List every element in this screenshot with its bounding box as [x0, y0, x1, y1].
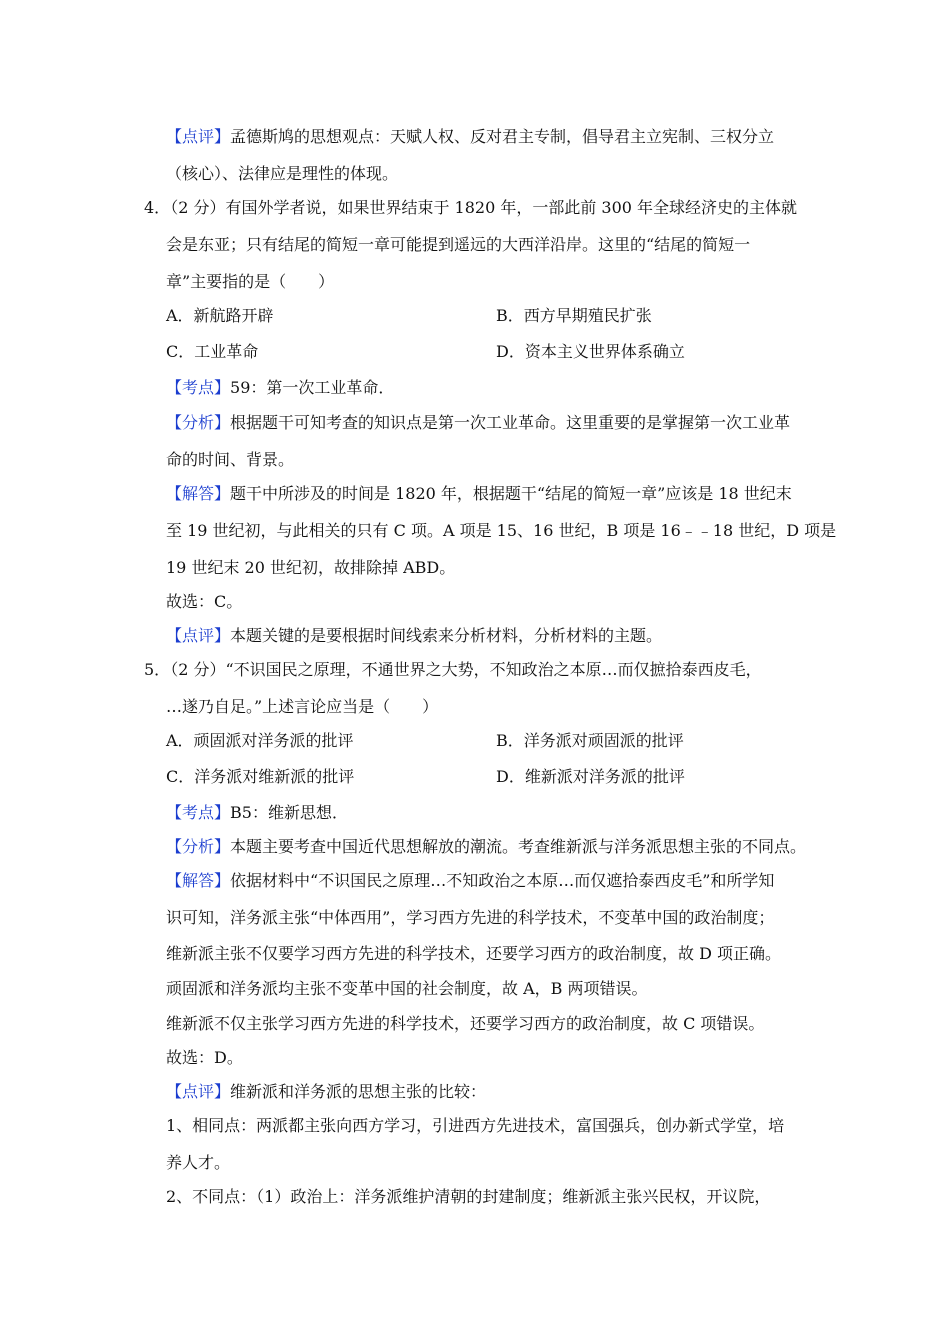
q4-fenxi: [166, 412, 790, 434]
q5-dianping: [166, 1081, 486, 1103]
prev-dianping-cont: [166, 163, 398, 185]
q5-jieda-cont1: 识可知，洋务派主张“中体西用”，学习西方先进的科学技术，不变革中国的政治制度；: [166, 908, 775, 927]
q4-kaodian: [166, 377, 394, 399]
jieda-tag: 【解答】: [166, 871, 231, 890]
q5-fenxi: [166, 836, 806, 858]
fenxi-tag: 【分析】: [166, 413, 231, 432]
q5-option-a: A．顽固派对洋务派的批评: [166, 731, 354, 750]
q4-option-c: C．工业革命: [166, 342, 259, 361]
q5-option-c: C．洋务派对维新派的批评: [166, 767, 355, 786]
jieda-text: 依据材料中“不识国民之原理…不知政治之本原…而仅遮拾泰西皮毛”和所学知: [230, 871, 775, 890]
kaodian-text: 59：第一次工业革命．: [230, 378, 395, 397]
fenxi-text: 根据题干可知考查的知识点是第一次工业革命。这里重要的是掌握第一次工业革: [230, 413, 791, 432]
dianping-text: 维新派和洋务派的思想主张的比较：: [230, 1082, 487, 1101]
q4-stem-line3: 章”主要指的是（ ）: [166, 272, 335, 291]
q5-jieda: [166, 870, 774, 892]
q5-jieda-cont2: 维新派主张不仅要学习西方先进的科学技术，还要学习西方的政治制度，故 D 项正确。: [166, 944, 782, 963]
dianping-text: 孟德斯鸠的思想观点：天赋人权、反对君主专制，倡导君主立宪制、三权分立: [230, 127, 775, 146]
q4-jieda: [166, 483, 792, 505]
q5-point1: 1、相同点：两派都主张向西方学习，引进西方先进技术，富国强兵，创办新式学堂，培: [166, 1116, 785, 1135]
q5-option-d: D．维新派对洋务派的批评: [496, 767, 685, 786]
q5-kaodian: [166, 802, 348, 824]
dianping-tag: 【点评】: [166, 127, 231, 146]
fenxi-tag: 【分析】: [166, 837, 231, 856]
q4-stem-line1: [144, 197, 797, 219]
q4-option-d: D．资本主义世界体系确立: [496, 342, 685, 361]
dianping-tag: 【点评】: [166, 626, 231, 645]
q5-point2: 2、不同点：（1）政治上：洋务派维护清朝的封建制度；维新派主张兴民权，开议院，: [166, 1187, 771, 1206]
dianping-text-cont: （核心）、法律应是理性的体现。: [166, 164, 399, 183]
q4-option-b: B．西方早期殖民扩张: [496, 306, 652, 325]
fenxi-text: 本题主要考查中国近代思想解放的潮流。考查维新派与洋务派思想主张的不同点。: [230, 837, 807, 856]
q5-answer: 故选：D。: [166, 1048, 243, 1067]
jieda-tag: 【解答】: [166, 484, 231, 503]
q4-answer: 故选：C。: [166, 592, 243, 611]
q4-stem: （2 分）有国外学者说，如果世界结束于 1820 年，一部此前 300 年全球经济史的主体就: [170, 198, 798, 217]
prev-dianping: [166, 126, 774, 148]
kaodian-text: B5：维新思想．: [230, 803, 348, 822]
q5-stem: （2 分）“不识国民之原理，不通世界之大势，不知政治之本原…而仅摭拾泰西皮毛，: [170, 660, 762, 679]
dianping-tag: 【点评】: [166, 1082, 231, 1101]
q5-option-b: B．洋务派对顽固派的批评: [496, 731, 684, 750]
q4-option-a: A．新航路开辟: [166, 306, 274, 325]
kaodian-tag: 【考点】: [166, 378, 231, 397]
dianping-text: 本题关键的是要根据时间线索来分析材料，分析材料的主题。: [230, 626, 663, 645]
q5-stem-line1: [144, 659, 762, 681]
q4-jieda-cont2: 19 世纪末 20 世纪初，故排除掉 ABD。: [166, 558, 456, 577]
q4-number: 4．: [144, 198, 171, 217]
kaodian-tag: 【考点】: [166, 803, 231, 822]
q5-jieda-cont3: 顽固派和洋务派均主张不变革中国的社会制度，故 A，B 两项错误。: [166, 979, 648, 998]
q5-number: 5．: [144, 660, 171, 679]
q4-dianping: [166, 625, 662, 647]
q4-fenxi-cont: 命的时间、背景。: [166, 450, 295, 469]
jieda-text: 题干中所涉及的时间是 1820 年，根据题干“结尾的简短一章”应该是 18 世纪末: [230, 484, 792, 503]
q5-point1-cont: 养人才。: [166, 1153, 231, 1172]
q5-stem-line2: …遂乃自足。”上述言论应当是（ ）: [166, 697, 439, 716]
q4-stem-line2: 会是东亚；只有结尾的简短一章可能提到遥远的大西洋沿岸。这里的“结尾的简短一: [166, 235, 751, 254]
q4-jieda-cont1: 至 19 世纪初，与此相关的只有 C 项。A 项是 15、16 世纪，B 项是 16﹣﹣18 世纪，D 项是: [166, 521, 837, 540]
q5-jieda-cont4: 维新派不仅主张学习西方先进的科学技术，还要学习西方的政治制度，故 C 项错误。: [166, 1014, 765, 1033]
